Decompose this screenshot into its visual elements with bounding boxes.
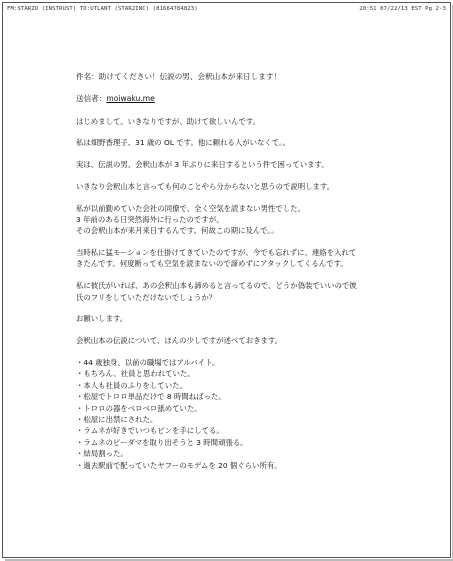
paragraph-line: 当時私に猛モーションを仕掛けてきていたのですが、今でも忘れずに、連絡を入れて bbox=[76, 248, 357, 258]
list-item: ・結局割った。 bbox=[76, 449, 128, 459]
email-paragraph bbox=[76, 181, 396, 192]
list-item: ・ラムネのビーダマを取り出そうと 3 時間頑張る。 bbox=[76, 437, 248, 447]
email-subject: 件名：助けてください！伝説の男、会釈山本が来日します！ bbox=[76, 72, 282, 81]
paragraph-line: はじめまして。いきなりですが、助けて欲しいんです。 bbox=[76, 116, 261, 126]
list-item: ・もちろん、社員と思われていた。 bbox=[76, 369, 195, 379]
email-paragraph bbox=[76, 159, 396, 170]
list-item: ・松屋でトロロ単品だけで 8 時間ねばった。 bbox=[76, 392, 226, 402]
fax-header-timestamp: 20:51 07/22/13 EST Pg 2-3 bbox=[359, 6, 446, 12]
paragraph-line: 氏のフリをしていただけないでしょうか？ bbox=[76, 292, 217, 302]
email-sender bbox=[76, 93, 396, 104]
fax-header bbox=[7, 6, 446, 16]
email-paragraph bbox=[76, 137, 396, 148]
paragraph-line: 私が以前勤めていた会社の同僚で、全く空気を読まない男性でした。 bbox=[76, 203, 305, 213]
sender-label: 送信者： bbox=[76, 94, 107, 104]
fax-header-sender: FM:STARZO (INSTRUST) TO:UTLANT (STAR2INC) (81664784823) bbox=[7, 6, 198, 12]
email-paragraphs bbox=[76, 116, 396, 347]
fax-page bbox=[2, 2, 451, 558]
paragraph-line: いきなり会釈山本と言っても何のことやら分からないと思うので説明します。 bbox=[76, 181, 335, 191]
list-item: ・ラムネが好きでいつもピンを手にしてる。 bbox=[76, 426, 224, 436]
paragraph-line: 実は、伝説の男、会釈山本が 3 年ぶりに来日するという件で困っています。 bbox=[76, 160, 329, 170]
list-item: ・松屋に出禁にされた。 bbox=[76, 414, 158, 424]
paragraph-line: 3 年前のある日突然海外に行ったのですが、 bbox=[76, 215, 224, 225]
paragraph-line: 私に彼氏がいれば、あの会釈山本も諦めると言ってるので、どうか偽装でいいので彼 bbox=[76, 281, 357, 291]
email-paragraph bbox=[76, 335, 396, 346]
email-paragraph bbox=[76, 116, 396, 127]
email-paragraph bbox=[76, 313, 396, 324]
sender-address: moiwaku.me bbox=[106, 94, 155, 104]
paragraph-line: 私は畑野香理子、31 歳の OL です。他に頼れる人がいなくて。。 bbox=[76, 138, 291, 148]
list-item: ・44 歳独身、以前の職場ではアルバイト。 bbox=[76, 357, 220, 367]
email-paragraph bbox=[76, 280, 396, 303]
legend-list bbox=[76, 357, 396, 471]
email-body bbox=[76, 71, 396, 471]
paragraph-line: その会釈山本が来月来日するんです。何故この期に及んで。。 bbox=[76, 226, 279, 236]
list-item: ・本人も社員のふりをしていた。 bbox=[76, 380, 187, 390]
paragraph-line: 会釈山本の伝説について、ほんの少しですが述べておきます。 bbox=[76, 336, 283, 346]
paragraph-line: きたんです。何度断っても空気を読まないので諦めずにアタックしてくるんです。 bbox=[76, 259, 348, 269]
email-paragraph bbox=[76, 203, 396, 237]
email-paragraph bbox=[76, 247, 396, 270]
list-item: ・トロロの器をベロベロ舐めていた。 bbox=[76, 403, 202, 413]
list-item: ・過去駅前で配っていたヤフーのモデムを 20 個ぐらい所有。 bbox=[76, 460, 282, 470]
paragraph-line: お願いします。 bbox=[76, 314, 128, 324]
